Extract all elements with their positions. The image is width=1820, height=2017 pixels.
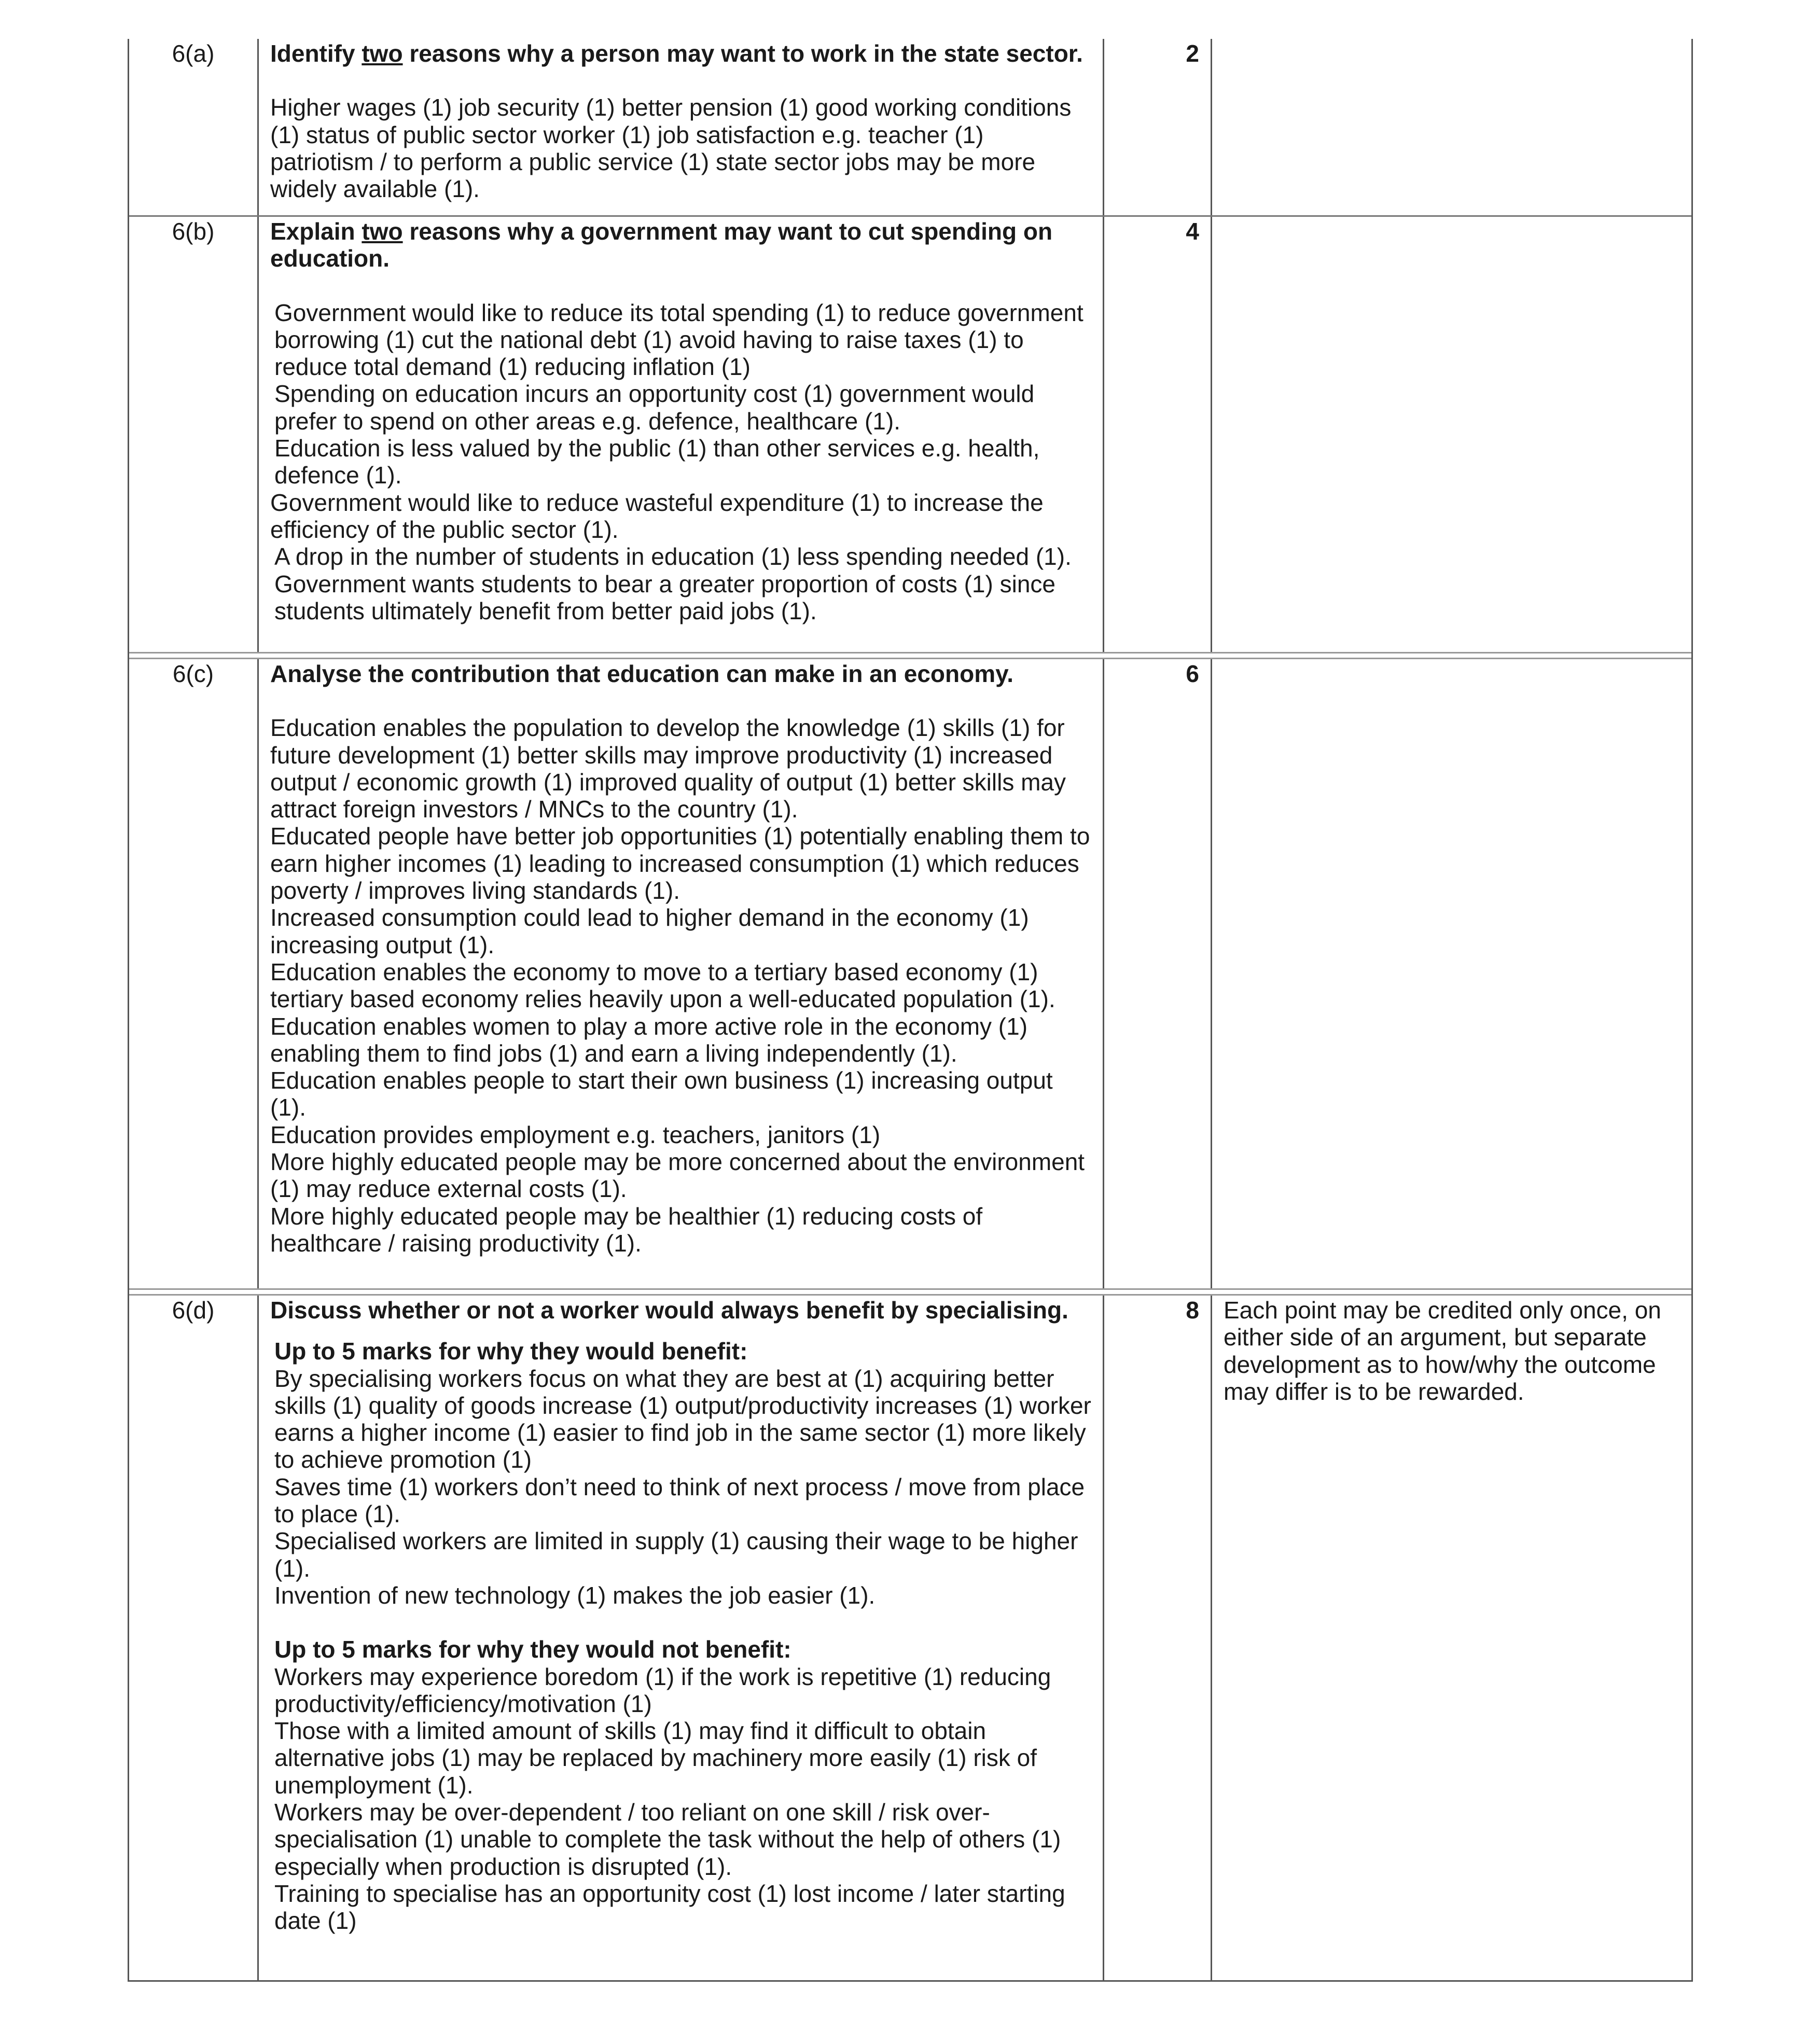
answer-line: attract foreign investors / MNCs to the country (1). bbox=[270, 796, 798, 823]
answer-line: By specialising workers focus on what they are best at (1) acquiring better bbox=[274, 1365, 1054, 1392]
guidance-cell bbox=[1212, 39, 1691, 215]
answer-line: Workers may be over-dependent / too reliant on one skill / risk over- bbox=[274, 1799, 990, 1826]
guidance-cell bbox=[1212, 1296, 1691, 1980]
answer-line: alternative jobs (1) may be replaced by machinery more easily (1) risk of bbox=[274, 1744, 1037, 1772]
answer-line: (1) may reduce external costs (1). bbox=[270, 1175, 627, 1203]
answer-line: patriotism / to perform a public service (1) state sector jobs may be more bbox=[270, 148, 1036, 175]
answer-line: (1). bbox=[274, 1554, 310, 1582]
answer-line: Education enables people to start their own business (1) increasing output bbox=[270, 1067, 1053, 1094]
guidance-line: either side of an argument, but separate bbox=[1224, 1324, 1647, 1351]
answer-line: output / economic growth (1) improved quality of output (1) better skills may bbox=[270, 768, 1066, 796]
answer-line: Government would like to reduce wasteful expenditure (1) to increase the bbox=[270, 489, 1044, 516]
answer-line: Educated people have better job opportunities (1) potentially enabling them to bbox=[270, 823, 1090, 850]
answer-line: (1) status of public sector worker (1) job satisfaction e.g. teacher (1) bbox=[270, 121, 984, 148]
guidance-line: development as to how/why the outcome bbox=[1224, 1351, 1656, 1378]
answer-line: borrowing (1) cut the national debt (1) avoid having to raise taxes (1) to bbox=[274, 326, 1024, 353]
question-row-6d bbox=[129, 1296, 1691, 1980]
mark-scheme-table bbox=[128, 39, 1693, 1982]
question-number: 6(c) bbox=[129, 659, 259, 1288]
answer-line: Education enables the population to develop the knowledge (1) skills (1) for bbox=[270, 714, 1065, 742]
answer-line: productivity/efficiency/motivation (1) bbox=[274, 1690, 652, 1717]
answer-line: Invention of new technology (1) makes the job easier (1). bbox=[274, 1581, 876, 1609]
answer-line: tertiary based economy relies heavily upon a well-educated population (1). bbox=[270, 985, 1055, 1013]
answer-cell bbox=[259, 217, 1104, 652]
guidance-cell bbox=[1212, 659, 1691, 1288]
answer-line: date (1) bbox=[274, 1907, 357, 1935]
answer-line: earn higher incomes (1) leading to increased consumption (1) which reduces bbox=[270, 850, 1079, 877]
answer-line: unemployment (1). bbox=[274, 1771, 474, 1799]
answer-line: Those with a limited amount of skills (1) may find it difficult to obtain bbox=[274, 1717, 987, 1745]
question-title: Analyse the contribution that education can make in an economy. bbox=[270, 660, 1014, 687]
answer-line: reduce total demand (1) reducing inflation (1) bbox=[274, 353, 751, 381]
answer-line: poverty / improves living standards (1). bbox=[270, 877, 680, 905]
answer-line: A drop in the number of students in education (1) less spending needed (1). bbox=[274, 543, 1072, 571]
answer-line: to achieve promotion (1) bbox=[274, 1446, 532, 1473]
guidance-line: Each point may be credited only once, on bbox=[1224, 1297, 1661, 1324]
answer-cell bbox=[259, 39, 1104, 215]
answer-line: prefer to spend on other areas e.g. defence, healthcare (1). bbox=[274, 407, 900, 435]
not-benefit-subheading: Up to 5 marks for why they would not benefit: bbox=[274, 1636, 791, 1663]
question-row-6b bbox=[129, 215, 1691, 652]
question-row-6c bbox=[129, 659, 1691, 1288]
answer-line: Higher wages (1) job security (1) better pension (1) good working conditions bbox=[270, 94, 1072, 121]
question-title: Discuss whether or not a worker would always benefit by specialising. bbox=[270, 1297, 1068, 1324]
answer-line: Training to specialise has an opportunity cost (1) lost income / later starting bbox=[274, 1880, 1065, 1907]
answer-line: specialisation (1) unable to complete the task without the help of others (1) bbox=[274, 1826, 1061, 1853]
answer-line: to place (1). bbox=[274, 1500, 400, 1528]
question-number: 6(b) bbox=[129, 217, 259, 652]
answer-line: Government would like to reduce its total spending (1) to reduce government bbox=[274, 299, 1083, 326]
marks-cell: 8 bbox=[1104, 1296, 1212, 1980]
row-separator bbox=[129, 652, 1691, 659]
answer-cell bbox=[259, 659, 1104, 1288]
answer-line: skills (1) quality of goods increase (1) output/productivity increases (1) worker bbox=[274, 1392, 1091, 1419]
answer-line: Specialised workers are limited in supply (1) causing their wage to be higher bbox=[274, 1527, 1078, 1555]
answer-line: earns a higher income (1) easier to find job in the same sector (1) more likely bbox=[274, 1419, 1086, 1446]
question-number: 6(d) bbox=[129, 1296, 259, 1980]
answer-line: Workers may experience boredom (1) if the work is repetitive (1) reducing bbox=[274, 1663, 1051, 1690]
answer-line: Saves time (1) workers don’t need to think of next process / move from place bbox=[274, 1473, 1085, 1500]
question-title: Explain two reasons why a government may want to cut spending on education. bbox=[270, 218, 1053, 272]
marks-cell: 2 bbox=[1104, 39, 1212, 215]
question-number: 6(a) bbox=[129, 39, 259, 215]
answer-line: Education enables the economy to move to a tertiary based economy (1) bbox=[270, 958, 1038, 985]
answer-line: Education provides employment e.g. teachers, janitors (1) bbox=[270, 1121, 881, 1148]
row-separator bbox=[129, 1288, 1691, 1296]
answer-line: students ultimately benefit from better paid jobs (1). bbox=[274, 597, 817, 624]
answer-line: (1). bbox=[270, 1094, 306, 1121]
answer-line: More highly educated people may be more concerned about the environment bbox=[270, 1148, 1085, 1176]
answer-cell bbox=[259, 1296, 1104, 1980]
answer-line: More highly educated people may be healthier (1) reducing costs of bbox=[270, 1202, 983, 1230]
benefit-subheading: Up to 5 marks for why they would benefit: bbox=[274, 1338, 748, 1365]
answer-line: efficiency of the public sector (1). bbox=[270, 516, 619, 543]
answer-line: future development (1) better skills may improve productivity (1) increased bbox=[270, 741, 1053, 769]
answer-line: healthcare / raising productivity (1). bbox=[270, 1229, 642, 1257]
marks-cell: 4 bbox=[1104, 217, 1212, 652]
answer-line: Spending on education incurs an opportunity cost (1) government would bbox=[274, 380, 1035, 408]
answer-line: Education is less valued by the public (1) than other services e.g. health, bbox=[274, 435, 1040, 462]
question-title: Identify two reasons why a person may want to work in the state sector. bbox=[270, 40, 1083, 67]
marks-cell: 6 bbox=[1104, 659, 1212, 1288]
answer-line: defence (1). bbox=[274, 462, 402, 489]
guidance-cell bbox=[1212, 217, 1691, 652]
guidance-line: may differ is to be rewarded. bbox=[1224, 1378, 1524, 1405]
answer-line: especially when production is disrupted (1). bbox=[274, 1853, 732, 1880]
answer-line: increasing output (1). bbox=[270, 931, 495, 958]
answer-line: Government wants students to bear a greater proportion of costs (1) since bbox=[274, 570, 1055, 597]
answer-line: widely available (1). bbox=[270, 175, 480, 203]
answer-line: Increased consumption could lead to higher demand in the economy (1) bbox=[270, 904, 1029, 931]
question-row-6a bbox=[129, 39, 1691, 215]
answer-line: Education enables women to play a more active role in the economy (1) bbox=[270, 1012, 1028, 1040]
answer-line: enabling them to find jobs (1) and earn a living independently (1). bbox=[270, 1039, 957, 1067]
